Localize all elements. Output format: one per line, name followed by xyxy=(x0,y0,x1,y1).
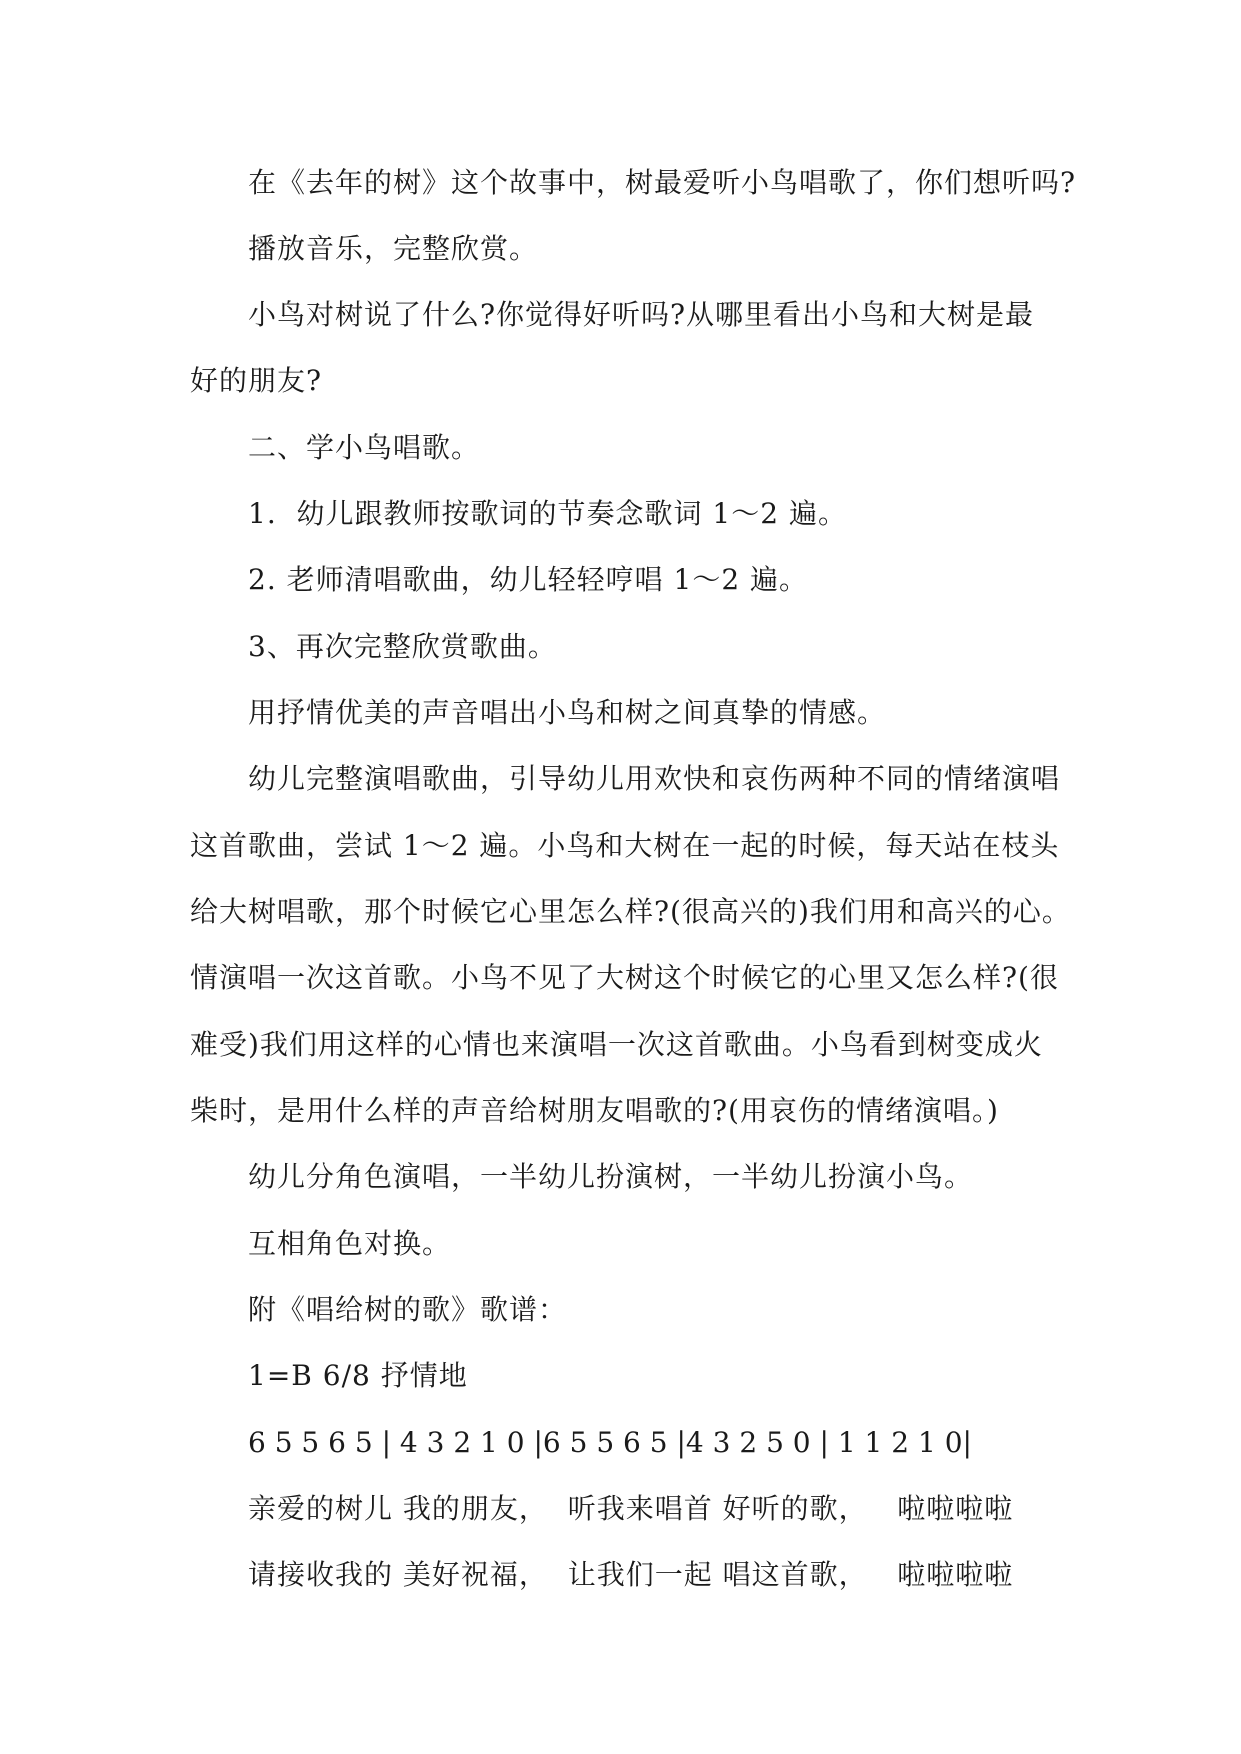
paragraph-line: 这首歌曲，尝试 1～2 遍。小鸟和大树在一起的时候，每天站在枝头 xyxy=(190,829,1060,862)
paragraph-line: 给大树唱歌，那个时候它心里怎么样?(很高兴的)我们用和高兴的心。 xyxy=(190,895,1071,928)
lyrics-line: 请接收我的 美好祝福， 让我们一起 唱这首歌， 啦啦啦啦 xyxy=(248,1558,1014,1591)
paragraph-line: 小鸟对树说了什么?你觉得好听吗?从哪里看出小鸟和大树是最 xyxy=(248,298,1035,331)
section-heading: 二、学小鸟唱歌。 xyxy=(248,431,481,464)
paragraph-line: 用抒情优美的声音唱出小鸟和树之间真挚的情感。 xyxy=(248,696,887,729)
score-notes: 6 5 5 6 5 | 4 3 2 1 0 |6 5 5 6 5 |4 3 2 5 0 | 1 1 2 1 0| xyxy=(248,1426,972,1459)
paragraph-line: 在《去年的树》这个故事中，树最爱听小鸟唱歌了，你们想听吗? xyxy=(248,166,1077,199)
paragraph-line: 播放音乐，完整欣赏。 xyxy=(248,232,539,265)
paragraph-line: 难受)我们用这样的心情也来演唱一次这首歌曲。小鸟看到树变成火 xyxy=(190,1028,1043,1061)
paragraph-line: 柴时，是用什么样的声音给树朋友唱歌的?(用哀伤的情绪演唱。) xyxy=(190,1094,999,1127)
paragraph-line: 幼儿完整演唱歌曲，引导幼儿用欢快和哀伤两种不同的情绪演唱 xyxy=(248,762,1061,795)
list-item: 1. 幼儿跟教师按歌词的节奏念歌词 1～2 遍。 xyxy=(248,497,847,530)
list-item: 3、再次完整欣赏歌曲。 xyxy=(248,630,557,663)
score-key: 1=B 6/8 抒情地 xyxy=(248,1359,468,1392)
score-title: 附《唱给树的歌》歌谱： xyxy=(248,1293,568,1326)
paragraph-line: 互相角色对换。 xyxy=(248,1227,452,1260)
lyrics-line: 亲爱的树儿 我的朋友， 听我来唱首 好听的歌， 啦啦啦啦 xyxy=(248,1492,1014,1525)
paragraph-line: 情演唱一次这首歌。小鸟不见了大树这个时候它的心里又怎么样?(很 xyxy=(190,961,1059,994)
list-item: 2. 老师清唱歌曲，幼儿轻轻哼唱 1～2 遍。 xyxy=(248,563,809,596)
paragraph-line: 好的朋友? xyxy=(190,364,323,397)
paragraph-line: 幼儿分角色演唱，一半幼儿扮演树，一半幼儿扮演小鸟。 xyxy=(248,1160,974,1193)
